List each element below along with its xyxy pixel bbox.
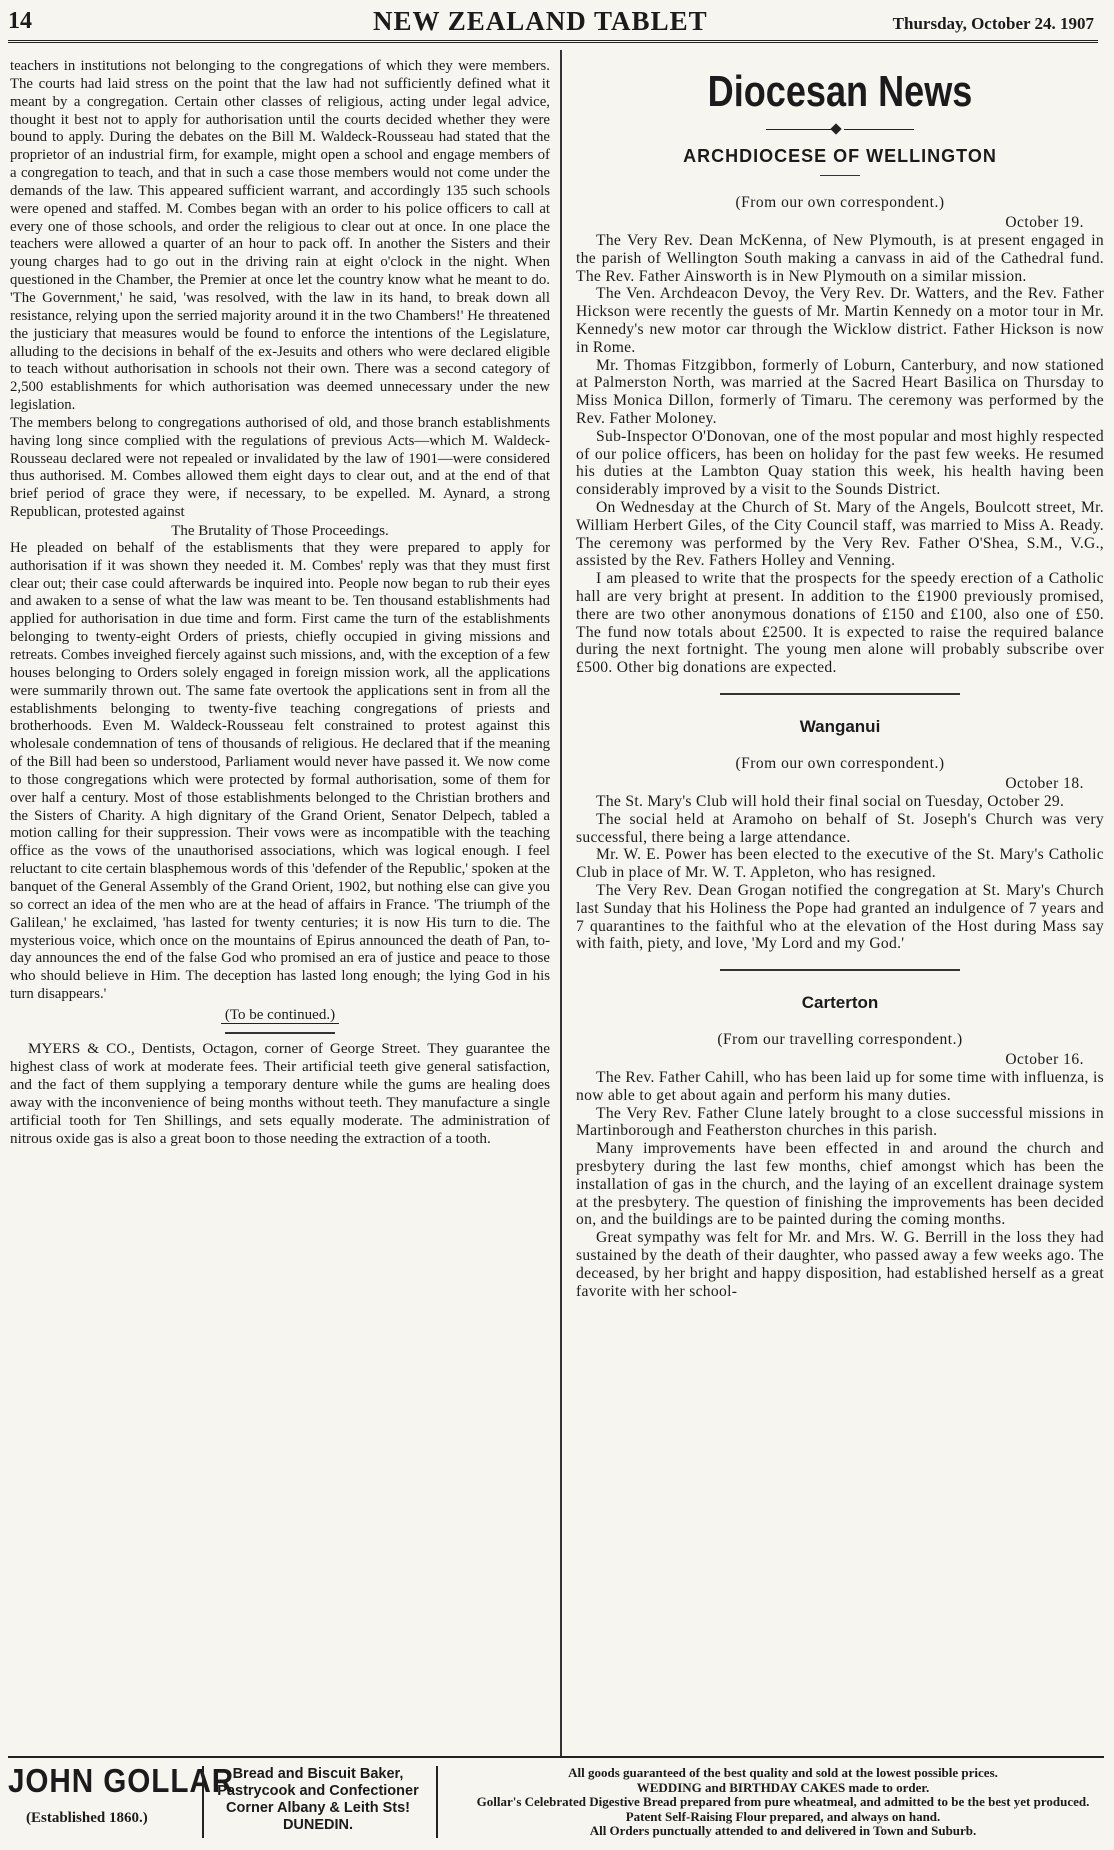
trade-line: Bread and Biscuit Baker, (232, 1766, 404, 1782)
section-title-rule (820, 175, 860, 176)
news-item: Sub-Inspector O'Donovan, one of the most popular and most highly respected of our police officers, has been on holiday for the past few weeks. He resumed his duties at the Lambton Quay station this week, his health having been considerably improved by a visit to the Sounds District. (576, 427, 1104, 499)
ornament-rule (576, 122, 1104, 136)
news-item: The Ven. Archdeacon Devoy, the Very Rev. Dr. Watters, and the Rev. Father Hickson were recently the guests of Mr. Martin Kennedy on a motor tour in Mr. Kennedy's new motor car through the Wicklow district. Father Hickson is now in Rome. (576, 285, 1104, 356)
news-item: The Very Rev. Father Clune lately brought to a close successful missions in Martinborough and Featherston churches in this parish. (576, 1104, 1104, 1140)
news-item: The Very Rev. Dean Grogan notified the congregation at St. Mary's Church last Sunday that his Holiness the Pope had granted an indulgence of 7 years and 7 quarantines to the faithful who at the elevation of the Host during Mass say with faith, piety, and love, 'My Lord and my God.' (576, 881, 1104, 953)
dateline: October 16. (1005, 1051, 1084, 1069)
column-divider (560, 50, 562, 1758)
article-paragraph: He pleaded on behalf of the establisments that they were prepared to apply for authorisation if it was shown they needed it. M. Combes' reply was that they must first clear out; their case could afterwards be inquired into. People now began to rub their eyes and awaken to a sense of what the law was meant to be. Ten thousand establishments had applied for authorisation in due time and form. First came the turn of the establishments belonging to twenty-eight Orders of priests, chiefly occupied in giving missions and retreats. Combes inveighed fiercely against such missions, and, with the exception of a few houses belonging to Orders solely engaged in foreign mission work, all the applications were summarily thrown out. The same fate overtook the applications sent in from all the establishments belonging to twenty-five teaching congregations of priests and brotherhoods. Even M. Waldeck-Rousseau felt constrained to protest against this wholesale condemnation of tens of thousands of religious. He declared that if the meaning of the Bill had been so understood, Parliament would never have passed it. We now come to those congregations which were protected by formal authorisation, some of them for over half a century. Most of those establishments belonged to the Christian brothers and the Sisters of Charity. A high dignitary of the Grand Orient, Senator Delpech, tabled a motion calling for their suppression. Their vows were as incompatible with the teaching office as the vows of the unauthorised associations, which was logical enough. I feel reluctant to cite certain blasphemous words of this 'defender of the Republic,' spoken at the banquet of the General Assembly of the Grand Orient, 1902, but nothing else can give you so correct an idea of the men who are at the head of affairs in France. 'The triumph of the Galilean,' he exclaimed, 'has lasted for twenty centuries; it is now His turn to die. The mysterious voice, which once on the mountains of Epirus announced the death of Pan, to-day announces the end of the false God who promised an era of justice and peace to those who should believe in Him. The deception has lasted long enough; the lying God in his turn disappears.' (10, 539, 550, 1003)
correspondent-line: (From our own correspondent.) (735, 194, 945, 211)
news-item: Great sympathy was felt for Mr. and Mrs. W. G. Berrill in the loss they had sustained by the death of their daughter, who passed away a few weeks ago. The deceased, by her bright and happy disposition, had established herself as a great favorite with her school- (576, 1229, 1104, 1300)
news-item: The Rev. Father Cahill, who has been laid up for some time with influenza, is now able to get about again and perform his many duties. (576, 1069, 1104, 1104)
publication-title: NEW ZEALAND TABLET (373, 6, 708, 36)
advert-divider (436, 1766, 438, 1838)
dateline: October 19. (1005, 214, 1084, 231)
advert-divider (202, 1766, 204, 1838)
ornament-line-right (844, 129, 914, 130)
gollar-advert (8, 1762, 1104, 1842)
continued-label: (To be continued.) (221, 1007, 339, 1024)
article-paragraph: The members belong to congregations authorised of old, and those branch establishments having long since complied with the regulations of previous Acts—which M. Waldeck-Rousseau declared were not repealed or invalidated by the law of 1901—were considered thus authorised. M. Combes allowed them eight days to clear out, and at the end of that brief period of grace they were, if necessary, to be expelled. M. Aynard, a strong Republican, protested against (10, 414, 550, 521)
news-item: Mr. Thomas Fitzgibbon, formerly of Loburn, Canterbury, and now stationed at Palmerston North, was married at the Sacred Heart Basilica on Thursday to Miss Monica Dillon, formerly of Timaru. The ceremony was performed by the Rev. Father Moloney. (576, 356, 1104, 427)
diocesan-news-heading: Diocesan News (707, 67, 973, 116)
section-title-wanganui: Wanganui (799, 716, 881, 736)
advert-detail-line: Gollar's Celebrated Digestive Bread prepared from pure wheatmeal, and admitted to be the best yet produced. Patent Self-Raising Flour prepared, and always on hand. (476, 1794, 1090, 1824)
trade-line: DUNEDIN. (282, 1817, 354, 1833)
masthead (8, 8, 1098, 40)
page-number: 14 (8, 8, 32, 34)
issue-date: Thursday, October 24. 1907 (892, 14, 1094, 33)
article-paragraph: teachers in institutions not belonging to the congregations of which they were members. The courts had laid stress on the point that the law had not sufficiently defined what it meant by a congregation. Certain other classes of religious, acting under legal advice, thought it best not to apply for authorisation until the courts decided whether they were bound to apply. During the debates on the Bill M. Waldeck-Rousseau had stated that the proprietor of an industrial firm, for example, might open a school and engage members of a congregation to teach, and that in such a case those members would not come under the demands of the law. This appeared sufficient warrant, and accordingly 135 such schools were opened and staffed. M. Combes began with an order to his police officers to call at every one of those schools, and order the religious to clear out at once. In one place the teachers were allowed a quarter of an hour to pack off. In another the Sisters and their young charges had to go out in the driving rain at eight o'clock in the night. When questioned in the Chamber, the Premier at once let the country know what he meant to do. 'The Government,' he said, 'was resolved, with the law in its hand, to break down all resistance, relying upon the serried majority around it in the two Chambers!' He threatened the justiciary that measures would be found to enforce the intentions of the Legislature, alluding to the decisions in behalf of the ex-Jesuits and others who were declared eligible to teach without authorisation in schools not their own. There was a second category of 2,500 establishments for which authorisation was deemed unnecessary under the new legislation. (10, 58, 550, 414)
news-item: I am pleased to write that the prospects for the speedy erection of a Catholic hall are very bright at present. In addition to the £1900 previously promised, there are two other anonymous donations of £150 and £100, also one of £50. The fund now totals about £2500. It is expected to raise the required balance during the next fortnight. The young men alone will probably subscribe over £500. Other big donations are expected. (576, 570, 1104, 677)
advertiser-name: JOHN GOLLAR (8, 1762, 235, 1799)
advert-detail-line: All Orders punctually attended to and delivered in Town and Suburb. (589, 1823, 977, 1838)
left-column (10, 58, 550, 1698)
news-item: The social held at Aramoho on behalf of St. Joseph's Church was very successful, there being a large attendance. (576, 810, 1104, 846)
section-title-carterton: Carterton (801, 993, 879, 1013)
continued-note (10, 1006, 550, 1024)
correspondent-line: (From our own correspondent.) (735, 754, 945, 772)
advert-top-rule (8, 1756, 1104, 1758)
advert-detail-line: WEDDING and BIRTHDAY CAKES made to order. (636, 1779, 930, 1795)
trade-line: Pastrycook and Confectioner (217, 1783, 419, 1799)
trade-line: Corner Albany & Leith Sts! (226, 1800, 410, 1816)
diamond-icon (830, 123, 841, 134)
section-divider (720, 693, 960, 695)
advert-trade-block (208, 1766, 428, 1834)
article-subhead: The Brutality of Those Proceedings. (171, 522, 389, 539)
dentist-advert: MYERS & CO., Dentists, Octagon, corner of George Street. They guarantee the highest class of work at moderate fees. Their artificial teeth give general satisfaction, and the fact of them supplying a temporary denture while the gums are healing does away with the inconvenience of being months without teeth. They manufacture a single artificial tooth for Ten Shillings, and sets equally moderate. The administration of nitrous oxide gas is also a great boon to those needing the extraction of a tooth. (10, 1039, 550, 1147)
news-item: The Very Rev. Dean McKenna, of New Plymouth, is at present engaged in the parish of Wellington South making a canvass in aid of the Cathedral fund. The Rev. Father Ainsworth is in New Plymouth on a similar mission. (576, 232, 1104, 285)
right-column (576, 58, 1104, 1698)
section-divider (720, 969, 960, 971)
masthead-rule (8, 40, 1098, 43)
advert-detail-line: All goods guaranteed of the best quality and sold at the lowest possible prices. (568, 1765, 998, 1780)
article-end-rule (225, 1032, 335, 1034)
dateline: October 18. (1005, 774, 1084, 792)
ornament-line-left (766, 129, 836, 130)
news-item: Mr. W. E. Power has been elected to the executive of the St. Mary's Catholic Club in place of Mr. W. T. Appleton, who has resigned. (576, 846, 1104, 882)
established-line: (Established 1860.) (26, 1810, 148, 1826)
news-item: Many improvements have been effected in and around the church and presbytery during the last few months, chief amongst which has been the installation of gas in the church, and the laying of an excellent drainage system at the presbytery. The question of finishing the improvements has been decided on, and the buildings are to be painted during the coming months. (576, 1140, 1104, 1229)
news-item: The St. Mary's Club will hold their final social on Tuesday, October 29. (596, 792, 1065, 810)
news-item: On Wednesday at the Church of St. Mary of the Angels, Boulcott street, Mr. William Herbert Giles, of the City Council staff, was married to Miss A. Ready. The ceremony was performed by the Very Rev. Father O'Shea, S.M., V.G., assisted by the Rev. Fathers Holley and Venning. (576, 498, 1104, 570)
correspondent-line: (From our travelling correspondent.) (717, 1031, 963, 1049)
section-title-wellington: ARCHDIOCESE OF WELLINGTON (683, 146, 997, 166)
advert-details-block (470, 1766, 1096, 1839)
